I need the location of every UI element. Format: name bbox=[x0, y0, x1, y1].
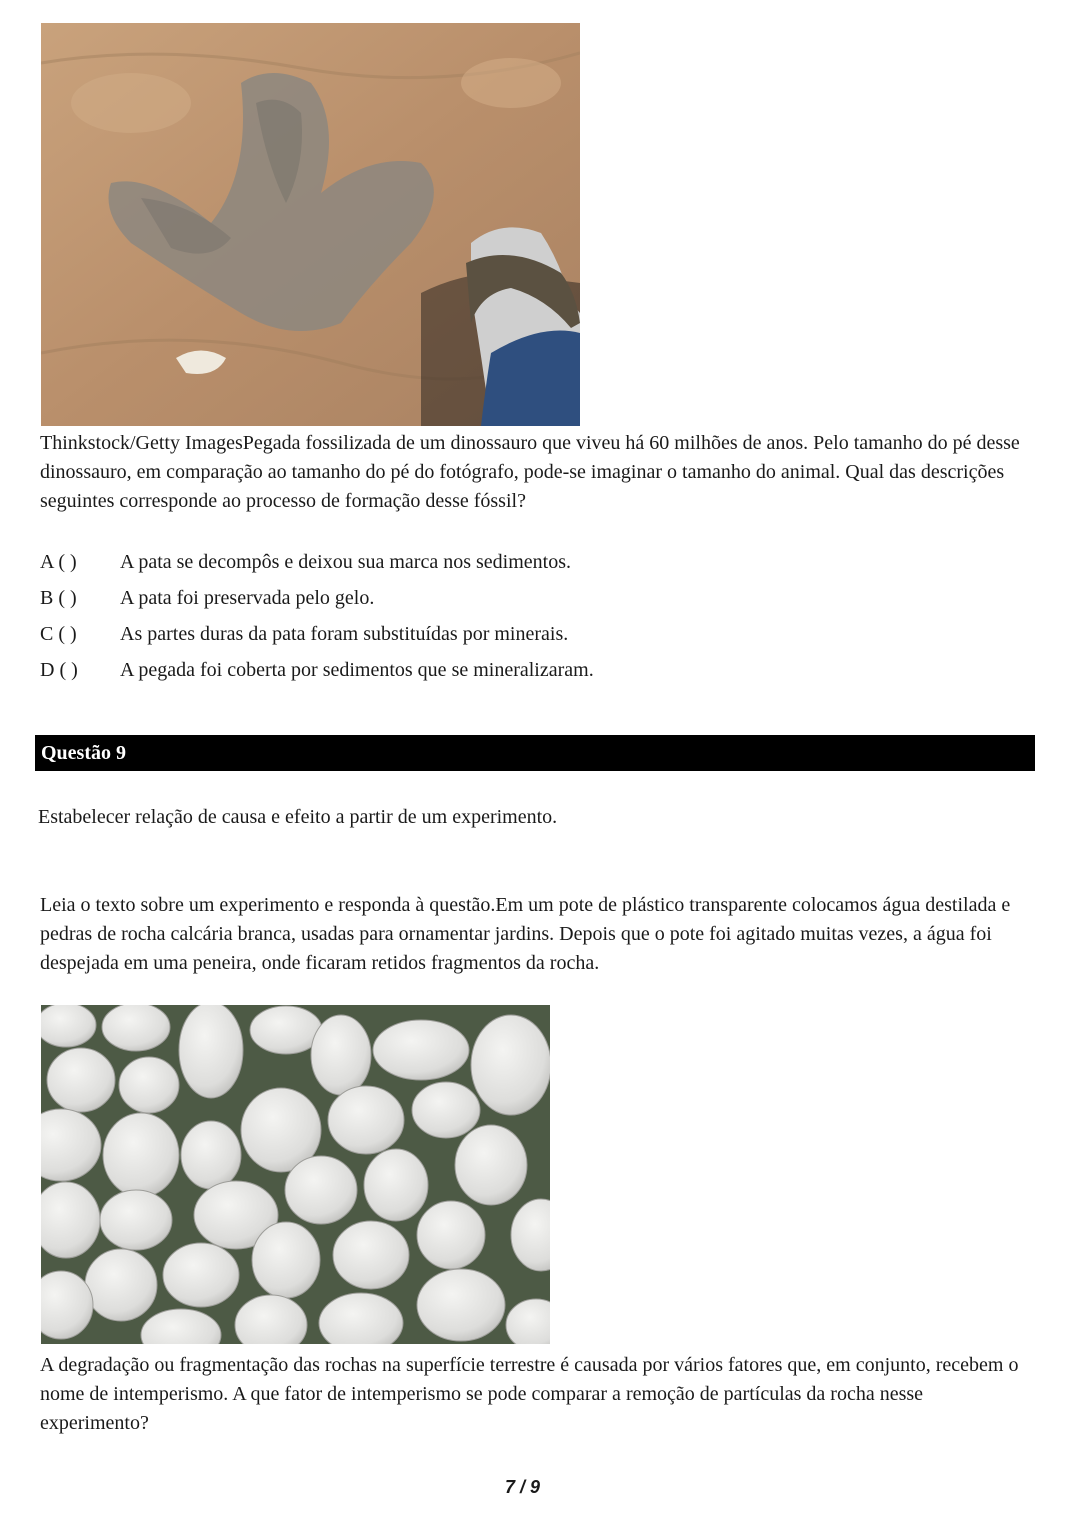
footprint-caption: Thinkstock/Getty ImagesPegada fossilizada de um dinossauro que viveu há 60 milhões de anos. Pelo tamanho do pé desse dinossauro, em comparação ao tamanho do pé do fotógrafo, pode-se imaginar o tamanho do animal. Qual das descrições seguintes corresponde ao processo de formação desse fóssil? bbox=[40, 432, 1020, 512]
option-a[interactable] bbox=[40, 544, 840, 580]
option-c-text: As partes duras da pata foram substituídas por minerais. bbox=[120, 623, 569, 645]
option-b-letter: B ( ) bbox=[40, 587, 77, 609]
option-c[interactable] bbox=[40, 616, 840, 652]
option-a-letter: A ( ) bbox=[40, 551, 77, 573]
intemperismo-question: A degradação ou fragmentação das rochas na superfície terrestre é causada por vários fatores que, em conjunto, recebem o nome de intemperismo. A que fator de intemperismo se pode comparar a remoção de partículas da rocha nesse experimento? bbox=[40, 1354, 1019, 1434]
option-d-letter: D ( ) bbox=[40, 659, 78, 681]
question-9-title: Questão 9 bbox=[41, 742, 126, 764]
option-a-text: A pata se decompôs e deixou sua marca nos sedimentos. bbox=[120, 551, 571, 573]
question-9-header bbox=[35, 735, 1035, 771]
experiment-intro: Leia o texto sobre um experimento e responda à questão.Em um pote de plástico transparente colocamos água destilada e pedras de rocha calcária branca, usadas para ornamentar jardins. Depois que o pote foi agitado muitas vezes, a água foi despejada em uma peneira, onde ficaram retidos fragmentos da rocha. bbox=[40, 894, 1011, 974]
dinosaur-footprint-photo bbox=[41, 23, 580, 426]
option-d[interactable] bbox=[40, 652, 840, 688]
page-number: 7 / 9 bbox=[504, 1477, 541, 1497]
option-b-text: A pata foi preservada pelo gelo. bbox=[120, 587, 375, 609]
answer-options bbox=[40, 544, 840, 688]
option-b[interactable] bbox=[40, 580, 840, 616]
skill-statement: Estabelecer relação de causa e efeito a partir de um experimento. bbox=[38, 806, 558, 828]
option-c-letter: C ( ) bbox=[40, 623, 77, 645]
white-pebbles-photo bbox=[41, 1005, 550, 1344]
option-d-text: A pegada foi coberta por sedimentos que se mineralizaram. bbox=[120, 659, 594, 681]
